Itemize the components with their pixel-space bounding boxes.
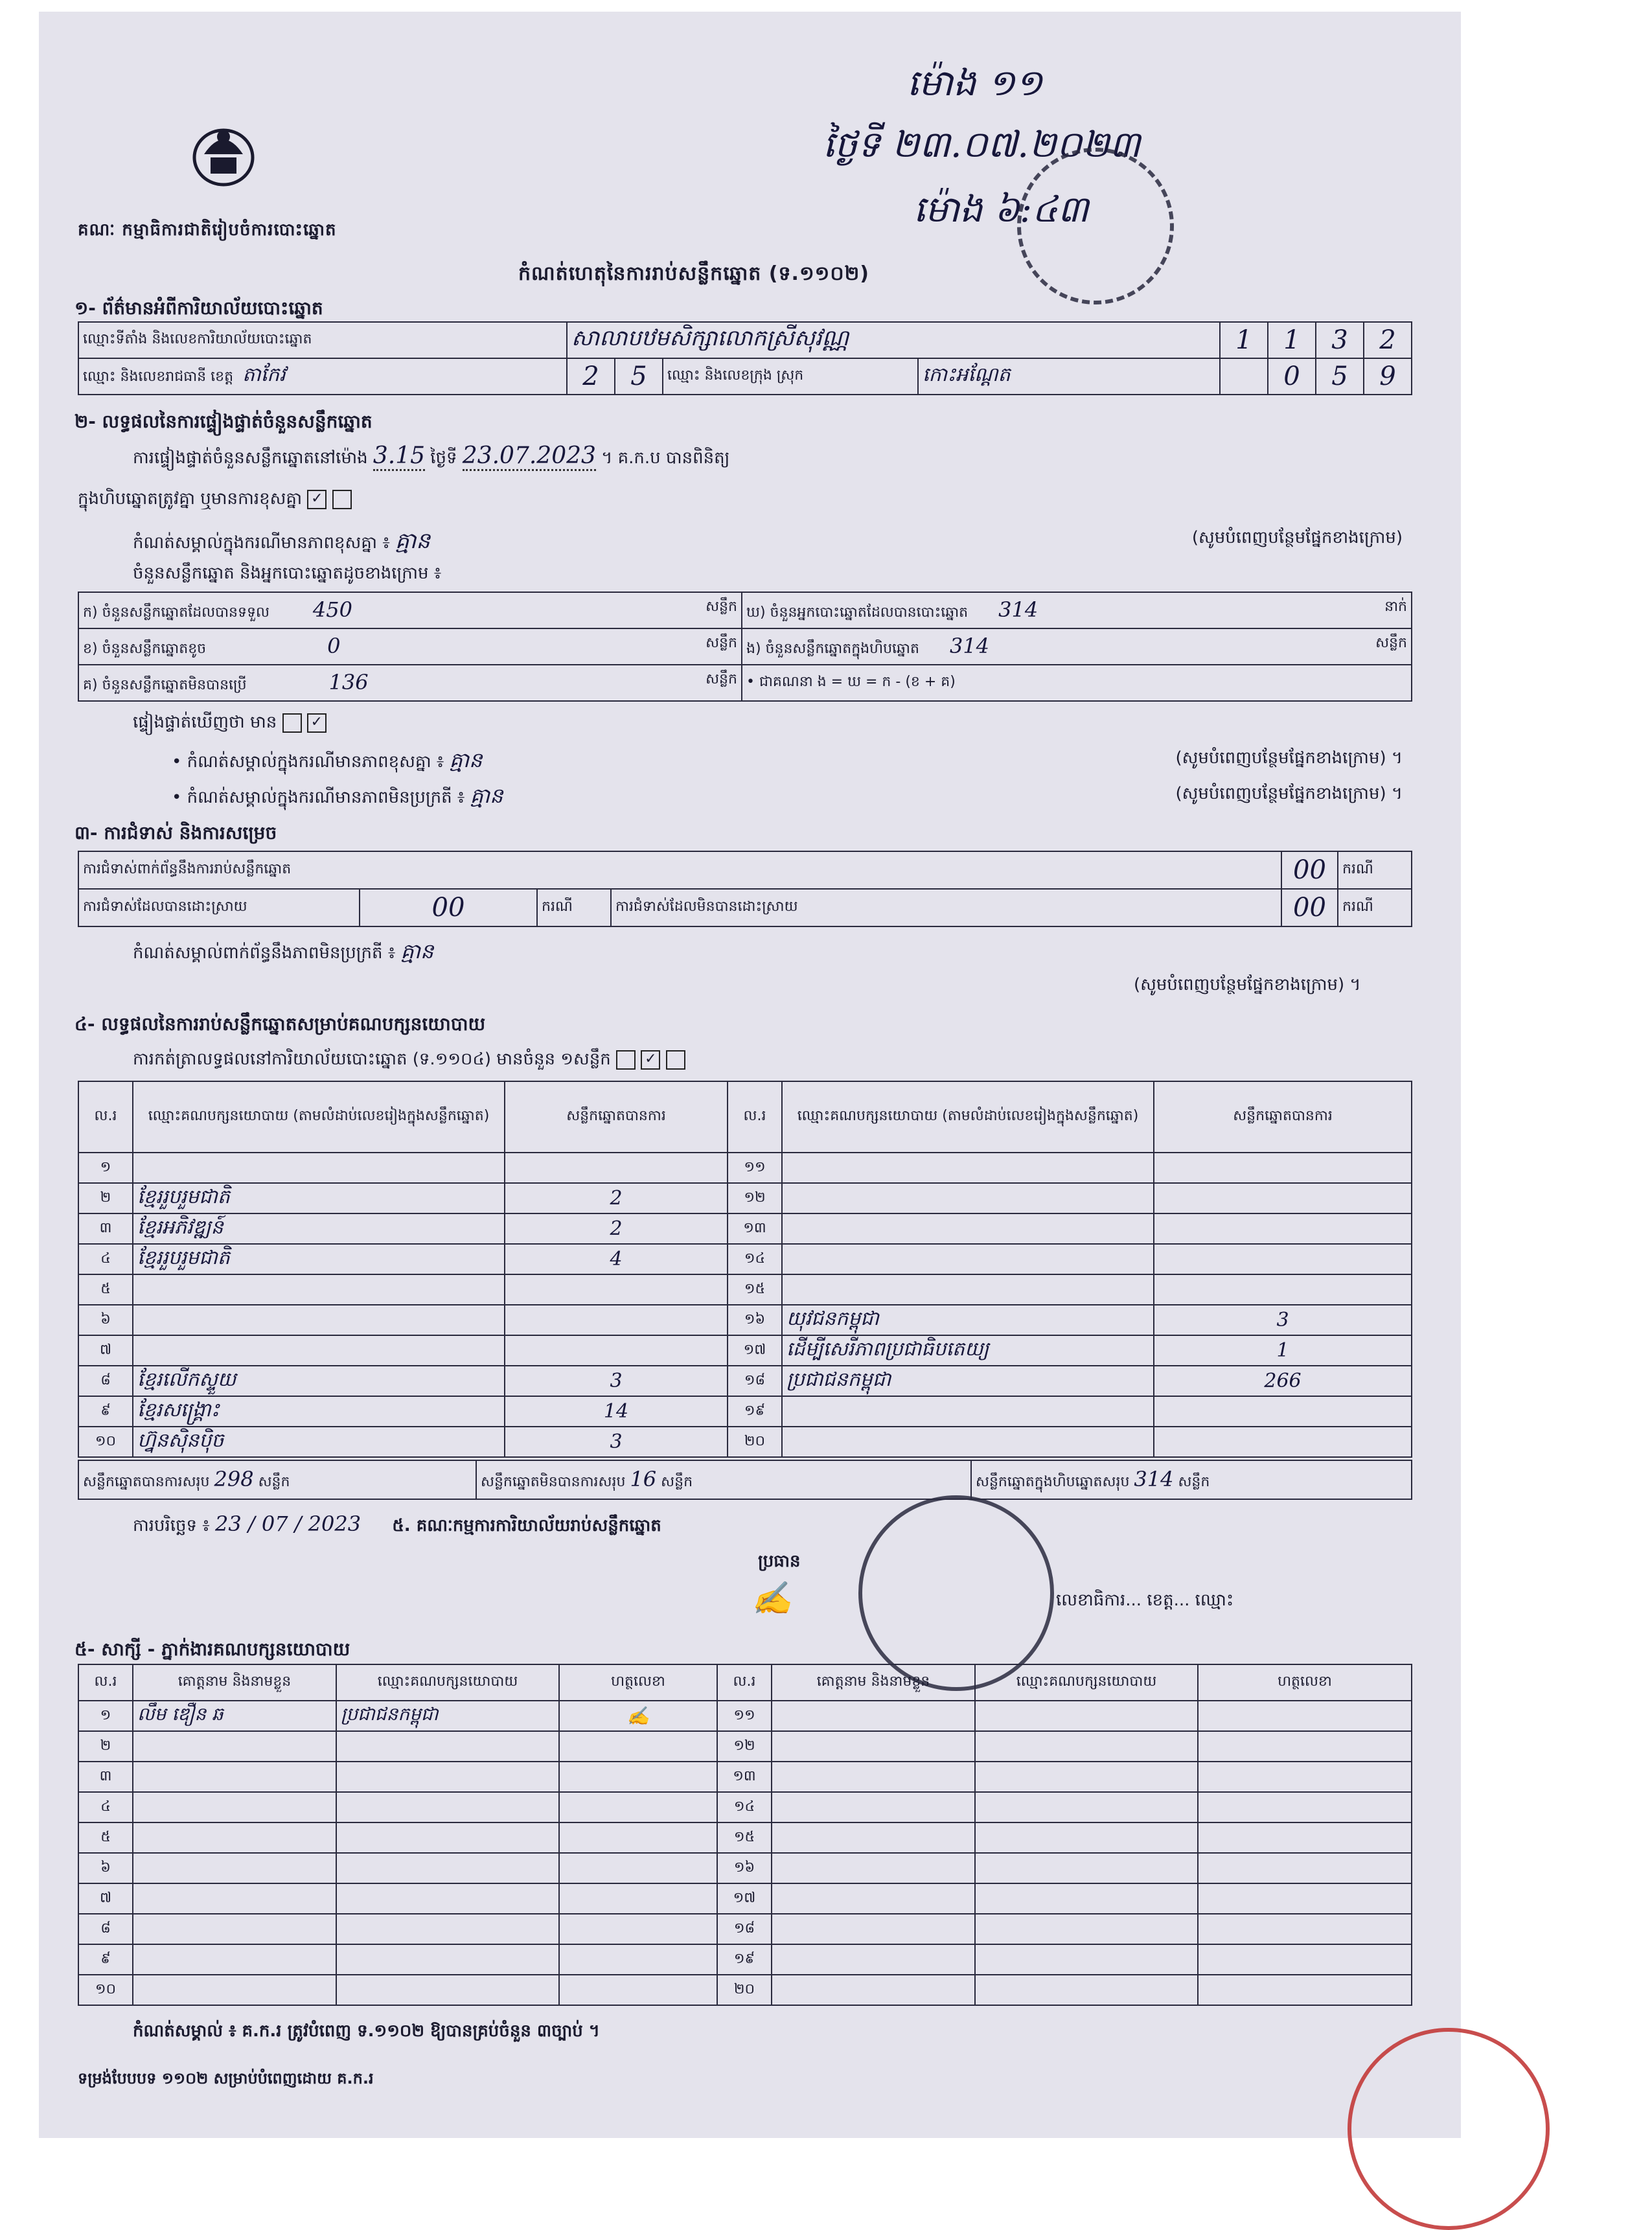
w-col-name-2: គោត្តនាម និងនាមខ្លួន [772,1664,975,1701]
witness-rows [78,1700,1412,2006]
party-name: ខ្មែរសង្គ្រោះ [133,1396,505,1427]
section-4-sub: ការកត់ត្រាលទ្ធផលនៅការិយាល័យបោះឆ្នោត (ទ.១១០៤) មានចំនួន ១សន្លឹក ✓ [133,1048,685,1073]
row-no-2: ១៧ [728,1335,782,1366]
objection-r2-label2: ការជំទាស់ដែលមិនបានដោះស្រាយ [611,889,1281,926]
party-votes-2 [1154,1427,1412,1457]
w-sign-2 [1198,1944,1412,1975]
section-3-heading: ៣- ការជំទាស់ និងការសម្រេច [75,822,277,844]
w-no-2: ១១ [717,1701,772,1731]
diff-note-line: កំណត់សម្គាល់ក្នុងករណីមានភាពខុសគ្នា ៖ គ្មាន (សូមបំពេញបន្ថែមផ្នែកខាងក្រោម) [133,528,1403,554]
objection-r2-unit: ករណី [537,889,611,926]
party-name: ហ្វ៊ុនស៊ិនប៉ិច [133,1427,505,1457]
party-votes: 3 [505,1427,728,1457]
party-votes-2: 1 [1154,1335,1412,1366]
district-code-2: 5 [1316,358,1364,395]
w-party-2 [975,1914,1198,1944]
w-no-2: ១៨ [717,1914,772,1944]
w-name [133,1762,336,1792]
party-name-2 [782,1274,1154,1305]
w-sign-2 [1198,1792,1412,1822]
w-sign [559,1792,717,1822]
party-votes: 4 [505,1244,728,1274]
w-no-2: ១៤ [717,1792,772,1822]
objection-r2-unit2: ករណី [1338,889,1412,926]
party-votes [505,1153,728,1183]
counts-subheading: ចំនួនសន្លឹកឆ្នោត និងអ្នកបោះឆ្នោតដូចខាងក្រោម ៖ [133,564,442,583]
row-no: ៤ [78,1244,133,1274]
party-name [133,1335,505,1366]
party-name: ខ្មែរអភិវឌ្ឍន៍ [133,1213,505,1244]
w-party [336,1822,559,1853]
w-no-2: ១៧ [717,1883,772,1914]
w-name-2 [772,1944,975,1975]
witness-row [78,1914,1412,1944]
district-name: កោះអណ្ដែត [918,358,1220,395]
district-code-1: 0 [1268,358,1316,395]
witness-row [78,1731,1412,1762]
footer-text: ទម្រង់បែបបទ ១១០២ សម្រាប់បំពេញដោយ គ.ក.រ [78,2069,374,2087]
party-row [78,1213,1412,1244]
counts-table [78,592,1412,702]
w-sign [559,1731,717,1762]
w-party-2 [975,1883,1198,1914]
objection-r2-label: ការជំទាស់ដែលបានដោះស្រាយ [78,889,360,926]
objection-note: កំណត់សម្គាល់ពាក់ព័ន្ធនឹងភាពមិនប្រក្រតី ៖ គ្មាន [133,939,434,963]
w-sign-2 [1198,1975,1412,2005]
col-no-2: ល.រ [728,1081,782,1153]
total-valid: សន្លឹកឆ្នោតបានការសរុប 298 សន្លឹក [78,1460,476,1499]
w-party-2 [975,1944,1198,1975]
w-name [133,1914,336,1944]
w-sign [559,1944,717,1975]
w-name [133,1944,336,1975]
row-no-2: ១៣ [728,1213,782,1244]
w-name-2 [772,1701,975,1731]
station-label: ឈ្មោះទីតាំង និងលេខការិយាល័យបោះឆ្នោត [78,322,567,358]
count-formula: • ជាគណនា ង = ឃ = ក - (ខ + គ) [742,665,1412,701]
objection-note-value: គ្មាន [400,939,434,963]
w-sign [559,1822,717,1853]
objection-note-suffix: (សូមបំពេញបន្ថែមផ្នែកខាងក្រោម) ។ [1134,975,1361,994]
section-1-heading: ១- ព័ត៌មានអំពីការិយាល័យបោះឆ្នោត [75,297,323,319]
col-votes-2: សន្លឹកឆ្នោតបានការ [1154,1081,1412,1153]
party-votes-2 [1154,1213,1412,1244]
w-name [133,1731,336,1762]
w-name [133,1883,336,1914]
party-name [133,1153,505,1183]
party-name [133,1305,505,1335]
w-party-2 [975,1975,1198,2005]
section-2-heading: ២- លទ្ធផលនៃការផ្ទៀងផ្ទាត់ចំនួនសន្លឹកឆ្នោត [75,411,373,432]
w-col-sign: ហត្ថលេខា [559,1664,717,1701]
w-sign-2 [1198,1853,1412,1883]
w-no-2: ១៩ [717,1944,772,1975]
date-line: ការបរិច្ឆេទ ៖ 23 / 07 / 2023 ៥. គណៈកម្មការការិយាល័យរាប់សន្លឹកឆ្នោត [133,1512,661,1536]
check-line: ផ្ទៀងផ្ទាត់ឃើញថា មាន ✓ [133,711,327,736]
w-no: ១ [78,1701,133,1731]
w-no: ៩ [78,1944,133,1975]
w-no-2: ១៥ [717,1822,772,1853]
w-party [336,1731,559,1762]
w-sign [559,1762,717,1792]
col-party-2: ឈ្មោះគណបក្សនយោបាយ (តាមលំដាប់លេខរៀងក្នុងសន្លឹកឆ្នោត) [782,1081,1154,1153]
party-votes [505,1335,728,1366]
row-no: ១០ [78,1427,133,1457]
party-name: ខ្មែរលើកស្ទួយ [133,1366,505,1396]
row-no-2: ១៩ [728,1396,782,1427]
witness-row [78,1822,1412,1853]
row-no-2: ១២ [728,1183,782,1213]
w-party-2 [975,1701,1198,1731]
sheet-count-1-checkbox[interactable] [616,1050,636,1070]
row-no: ៥ [78,1274,133,1305]
w-sign [559,1975,717,2005]
party-name: ខ្មែររួបរួមជាតិ [133,1244,505,1274]
row-no-2: ១៥ [728,1274,782,1305]
w-name-2 [772,1975,975,2005]
row-no-2: ១១ [728,1153,782,1183]
party-name: ខ្មែររួបរួមជាតិ [133,1183,505,1213]
emblem-icon [185,119,262,190]
party-name-2 [782,1244,1154,1274]
w-name-2 [772,1762,975,1792]
party-results-rows [78,1152,1412,1458]
party-row [78,1244,1412,1274]
bullet-1-value: គ្មាន [449,748,483,772]
party-votes-2 [1154,1244,1412,1274]
w-sign [559,1853,717,1883]
chair-label: ប្រធាន [758,1552,801,1571]
w-name-2 [772,1883,975,1914]
w-party [336,1792,559,1822]
w-no: ១០ [78,1975,133,2005]
verify-date: 23.07.2023 [463,443,596,471]
province-name: តាកែវ [242,363,286,386]
section-5-heading: ៥- សាក្សី - ភ្នាក់ងារគណបក្សនយោបាយ [75,1638,350,1660]
w-party [336,1762,559,1792]
w-col-name: គោត្តនាម និងនាមខ្លួន [133,1664,336,1701]
col-no: ល.រ [78,1081,133,1153]
party-name-2: យុវជនកម្ពុជា [782,1305,1154,1335]
objection-r1-value: 00 [1281,851,1338,889]
row-no: ១ [78,1153,133,1183]
w-name [133,1792,336,1822]
w-no: ៦ [78,1853,133,1883]
district-code-3: 9 [1364,358,1412,395]
official-stamp-top [1017,148,1174,305]
w-col-no: ល.រ [78,1664,133,1701]
row-no-2: ១៦ [728,1305,782,1335]
mismatch-checkbox[interactable] [332,490,352,509]
party-row [78,1335,1412,1366]
row-no: ៣ [78,1213,133,1244]
party-votes-2 [1154,1396,1412,1427]
w-name [133,1822,336,1853]
count-b: ខ) ចំនួនសន្លឹកឆ្នោតខូច 0 សន្លឹក [78,628,742,665]
party-row [78,1153,1412,1183]
count-d: ឃ) ចំនួនអ្នកបោះឆ្នោតដែលបានបោះឆ្នោត 314 នាក់ [742,592,1412,628]
party-votes-2 [1154,1153,1412,1183]
total-in-box: សន្លឹកឆ្នោតក្នុងហិបឆ្នោតសរុប 314 សន្លឹក [971,1460,1412,1499]
w-no-2: ១៣ [717,1762,772,1792]
party-name-2: ប្រជាជនកម្ពុជា [782,1366,1154,1396]
party-row [78,1366,1412,1396]
document-sheet [39,12,1461,2138]
party-votes-2: 266 [1154,1366,1412,1396]
party-votes: 2 [505,1183,728,1213]
w-party [336,1914,559,1944]
w-no: ២ [78,1731,133,1762]
verify-time: 3.15 [373,443,425,471]
party-row [78,1396,1412,1427]
party-votes: 3 [505,1366,728,1396]
w-no: ៤ [78,1792,133,1822]
w-col-sign-2: ហត្ថលេខា [1198,1664,1412,1701]
totals-table [78,1460,1412,1500]
party-row [78,1305,1412,1335]
w-party-2 [975,1822,1198,1853]
province-code-2: 5 [615,358,663,395]
w-sign-2 [1198,1731,1412,1762]
secretary-line: លេខាធិការ... ខេត្ត... ឈ្មោះ [1056,1591,1234,1610]
bullet-2-value: គ្មាន [470,783,503,808]
count-a: ក) ចំនួនសន្លឹកឆ្នោតដែលបានទទួល 450 សន្លឹក [78,592,742,628]
w-party-2 [975,1731,1198,1762]
objection-r2-value: 00 [360,889,537,926]
row-no: ៩ [78,1396,133,1427]
party-row [78,1183,1412,1213]
sheet-count-2-checkbox[interactable]: ✓ [641,1050,660,1070]
date-value: 23 / 07 / 2023 [214,1512,361,1536]
sheet-count-3-checkbox[interactable] [666,1050,685,1070]
w-col-no-2: ល.រ [717,1664,772,1701]
w-name-2 [772,1853,975,1883]
w-no-2: ២០ [717,1975,772,2005]
w-party [336,1975,559,2005]
w-name-2 [772,1914,975,1944]
district-label: ឈ្មោះ និងលេខក្រុង ស្រុក [663,358,918,395]
party-name [133,1274,505,1305]
handwritten-note-1: ម៉ោង ១១ [907,62,1043,104]
verify-line-1: ការផ្ទៀងផ្ទាត់ចំនួនសន្លឹកឆ្នោតនៅម៉ោង 3.15 ថ្ងៃទី 23.07.2023 ។ គ.ក.ប បានពិនិត្យ [133,443,729,472]
station-code-2: 1 [1268,322,1316,358]
w-party [336,1853,559,1883]
handwritten-note-3: ម៉ោង ៦:៤៣ [913,189,1089,231]
party-name-2 [782,1427,1154,1457]
witness-row [78,1853,1412,1883]
w-name [133,1853,336,1883]
party-row [78,1427,1412,1457]
w-party-2 [975,1762,1198,1792]
witness-row [78,1762,1412,1792]
party-name-2 [782,1396,1154,1427]
w-name: លឹម ឌឿន ឆ [133,1701,336,1731]
row-no-2: ១៨ [728,1366,782,1396]
w-sign-2 [1198,1914,1412,1944]
col-party: ឈ្មោះគណបក្សនយោបាយ (តាមលំដាប់លេខរៀងក្នុងសន្លឹកឆ្នោត) [133,1081,505,1153]
station-info-table [78,321,1412,395]
verify-line-2: ក្នុងហិបឆ្នោតត្រូវគ្នា ឬមានការខុសគ្នា ✓ [78,488,352,512]
red-notary-stamp [1348,2028,1550,2230]
party-name-2 [782,1213,1154,1244]
station-code-4: 2 [1364,322,1412,358]
org-name: គណៈ កម្មាធិការជាតិរៀបចំការបោះឆ្នោត [78,220,337,240]
party-votes-2 [1154,1274,1412,1305]
check-a-checkbox[interactable] [282,713,302,733]
section-4-heading: ៤- លទ្ធផលនៃការរាប់សន្លឹកឆ្នោតសម្រាប់គណបក្សនយោបាយ [75,1013,486,1035]
bullet-1: • កំណត់សម្គាល់ក្នុងករណីមានភាពខុសគ្នា ៖ គ្មាន (សូមបំពេញបន្ថែមផ្នែកខាងក្រោម) ។ [172,748,1403,772]
w-no-2: ១២ [717,1731,772,1762]
witness-row [78,1792,1412,1822]
row-no: ៦ [78,1305,133,1335]
w-party [336,1944,559,1975]
w-no: ៧ [78,1883,133,1914]
count-c: គ) ចំនួនសន្លឹកឆ្នោតមិនបានប្រើ 136 សន្លឹក [78,665,742,701]
party-votes [505,1305,728,1335]
row-no: ៧ [78,1335,133,1366]
objection-r1-label: ការជំទាស់ពាក់ព័ន្ធនឹងការរាប់សន្លឹកឆ្នោត [78,851,1281,889]
official-stamp-bottom [858,1495,1054,1691]
diff-note-value: គ្មាន [395,528,430,554]
col-votes: សន្លឹកឆ្នោតបានការ [505,1081,728,1153]
w-col-party: ឈ្មោះគណបក្សនយោបាយ [336,1664,559,1701]
witness-row [78,1975,1412,2005]
witness-row [78,1701,1412,1731]
w-no: ៨ [78,1914,133,1944]
objection-r1-unit: ករណី [1338,851,1412,889]
party-name-2 [782,1183,1154,1213]
w-party: ប្រជាជនកម្ពុជា [336,1701,559,1731]
party-votes: 2 [505,1213,728,1244]
w-sign-2 [1198,1883,1412,1914]
w-name [133,1975,336,2005]
w-party [336,1883,559,1914]
party-votes: 14 [505,1396,728,1427]
w-sign: ✍ [559,1701,717,1731]
province-code-1: 2 [567,358,615,395]
party-votes-2 [1154,1183,1412,1213]
party-votes [505,1274,728,1305]
witness-header [78,1664,1412,1701]
row-no-2: ២០ [728,1427,782,1457]
total-invalid: សន្លឹកឆ្នោតមិនបានការសរុប 16 សន្លឹក [476,1460,971,1499]
w-name-2 [772,1822,975,1853]
chair-signature: ✍ [751,1580,792,1617]
w-no: ៥ [78,1822,133,1853]
w-sign [559,1883,717,1914]
party-name-2 [782,1153,1154,1183]
witness-row [78,1883,1412,1914]
row-no: ២ [78,1183,133,1213]
page-title: កំណត់ហេតុនៃការរាប់សន្លឹកឆ្នោត (ទ.១១០២) [518,262,870,285]
bullet-2: • កំណត់សម្គាល់ក្នុងករណីមានភាពមិនប្រក្រតី ៖ គ្មាន (សូមបំពេញបន្ថែមផ្នែកខាងក្រោម) ។ [172,783,1403,808]
objection-r2-value2: 00 [1281,889,1338,926]
witness-row [78,1944,1412,1975]
footnote: កំណត់សម្គាល់ ៖ គ.ក.រ ត្រូវបំពេញ ទ.១១០២ ឱ្យបានគ្រប់ចំនួន ៣ច្បាប់ ។ [133,2021,600,2041]
w-name-2 [772,1792,975,1822]
check-b-checkbox[interactable]: ✓ [307,713,327,733]
w-party-2 [975,1792,1198,1822]
w-sign [559,1914,717,1944]
row-no: ៨ [78,1366,133,1396]
party-results-table [78,1081,1412,1153]
party-name-2: ដើម្បីសេរីភាពប្រជាធិបតេយ្យ [782,1335,1154,1366]
w-name-2 [772,1731,975,1762]
w-no-2: ១៦ [717,1853,772,1883]
w-sign-2 [1198,1822,1412,1853]
w-col-party-2: ឈ្មោះគណបក្សនយោបាយ [975,1664,1198,1701]
count-e: ង) ចំនួនសន្លឹកឆ្នោតក្នុងហិបឆ្នោត 314 សន្លឹក [742,628,1412,665]
station-code-1: 1 [1220,322,1268,358]
row-no-2: ១៤ [728,1244,782,1274]
w-no: ៣ [78,1762,133,1792]
handwritten-note-2: ថ្ងៃទី ២៣.០៧.២០២៣ [823,124,1141,166]
w-party-2 [975,1853,1198,1883]
province-label: ឈ្មោះ និងលេខរាជធានី ខេត្ត តាកែវ [78,358,567,395]
party-row [78,1274,1412,1305]
match-checkbox[interactable]: ✓ [307,490,327,509]
station-name: សាលាបឋមសិក្សាលោកស្រីសុវណ្ណ [567,322,1220,358]
w-sign-2 [1198,1762,1412,1792]
station-code-3: 3 [1316,322,1364,358]
party-votes-2: 3 [1154,1305,1412,1335]
w-sign-2 [1198,1701,1412,1731]
objection-table [78,851,1412,927]
